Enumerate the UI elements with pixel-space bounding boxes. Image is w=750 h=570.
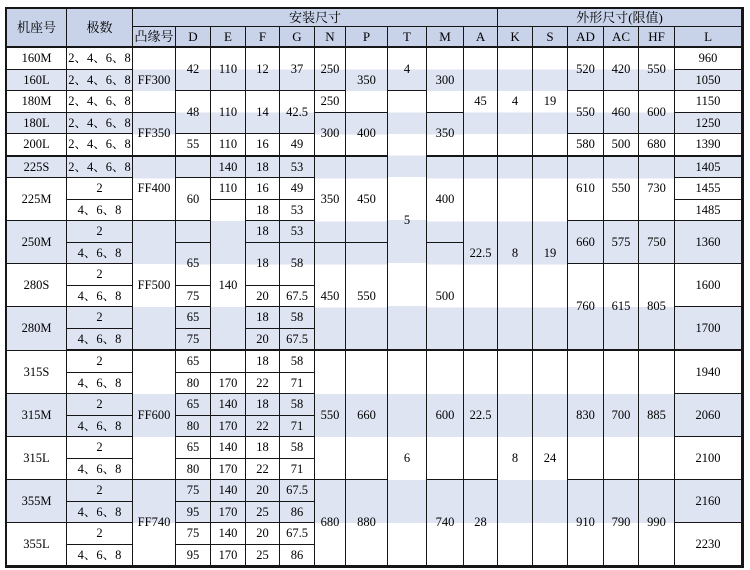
table-cell: 140 bbox=[211, 221, 246, 351]
table-cell: 250 bbox=[315, 48, 346, 91]
table-cell: 355M bbox=[7, 480, 67, 523]
table-cell: 750 bbox=[639, 221, 675, 264]
table-cell: 880 bbox=[346, 480, 388, 566]
table-cell: 65 bbox=[176, 437, 211, 459]
table-cell: 110 bbox=[211, 178, 246, 200]
table-cell: 2 bbox=[67, 523, 133, 545]
table-cell: 730 bbox=[639, 157, 675, 222]
table-cell: 58 bbox=[280, 437, 315, 459]
table-cell: 315S bbox=[7, 351, 67, 394]
column-header: K bbox=[498, 27, 533, 48]
table-cell: 49 bbox=[280, 134, 315, 157]
table-cell: 1485 bbox=[675, 200, 742, 222]
table-cell: 460 bbox=[604, 91, 639, 134]
table-cell: 1700 bbox=[675, 307, 742, 351]
table-cell: FF400 bbox=[133, 157, 176, 222]
table-cell: 2 bbox=[67, 394, 133, 416]
table-cell: 53 bbox=[280, 200, 315, 222]
column-header: N bbox=[315, 27, 346, 48]
table-cell: 615 bbox=[604, 264, 639, 351]
table-cell: 71 bbox=[280, 373, 315, 395]
table-cell: 48 bbox=[176, 91, 211, 134]
table-cell: 58 bbox=[280, 351, 315, 373]
table-cell: 250M bbox=[7, 221, 67, 264]
table-cell: 2160 bbox=[675, 480, 742, 523]
table-cell: 65 bbox=[176, 243, 211, 286]
table-cell: 20 bbox=[246, 480, 280, 502]
table-cell: 86 bbox=[280, 545, 315, 567]
table-cell: 75 bbox=[176, 480, 211, 502]
table-cell: 22.5 bbox=[464, 351, 498, 480]
table-cell: 67.5 bbox=[280, 523, 315, 545]
table-cell: 830 bbox=[568, 351, 604, 480]
table-cell: 575 bbox=[604, 221, 639, 264]
table-cell: 1150 bbox=[675, 91, 742, 113]
table-cell: 550 bbox=[604, 157, 639, 222]
table-cell: 450 bbox=[315, 243, 346, 352]
table-cell: FF300 bbox=[133, 48, 176, 113]
table-cell: 53 bbox=[280, 221, 315, 243]
table-cell: 225S bbox=[7, 157, 67, 179]
table-cell: 2、4、6、8 bbox=[67, 113, 133, 135]
table-cell: 550 bbox=[346, 243, 388, 352]
table-cell: 95 bbox=[176, 545, 211, 567]
table-cell: 300 bbox=[315, 113, 346, 157]
table-cell: 49 bbox=[280, 178, 315, 200]
table-cell: 75 bbox=[176, 286, 211, 308]
table-cell: 2230 bbox=[675, 523, 742, 566]
section-header: 极数 bbox=[67, 9, 133, 48]
table-cell: 65 bbox=[176, 307, 211, 329]
table-cell bbox=[211, 351, 246, 373]
table-cell: 170 bbox=[211, 416, 246, 438]
column-header: D bbox=[176, 27, 211, 48]
section-header: 机座号 bbox=[7, 9, 67, 48]
table-cell: 71 bbox=[280, 459, 315, 481]
table-cell: 280M bbox=[7, 307, 67, 351]
table-cell: FF600 bbox=[133, 351, 176, 480]
table-cell: 170 bbox=[211, 545, 246, 567]
table-cell: 42 bbox=[176, 48, 211, 91]
table-cell: 18 bbox=[246, 221, 280, 243]
table-cell: 5 bbox=[388, 91, 427, 351]
table-cell: 80 bbox=[176, 373, 211, 395]
table-cell: 95 bbox=[176, 502, 211, 524]
table-cell: 4、6、8 bbox=[67, 545, 133, 567]
table-cell: 2 bbox=[67, 480, 133, 502]
table-cell: 8 bbox=[498, 157, 533, 352]
table-cell: 25 bbox=[246, 502, 280, 524]
table-cell: 80 bbox=[176, 416, 211, 438]
table-cell: 2、4、6、8 bbox=[67, 157, 133, 179]
table-cell: 140 bbox=[211, 437, 246, 459]
table-cell: 740 bbox=[427, 480, 464, 566]
table-cell: 450 bbox=[346, 157, 388, 243]
table-cell: 600 bbox=[427, 351, 464, 480]
table-cell: 18 bbox=[246, 394, 280, 416]
table-cell: 610 bbox=[568, 157, 604, 222]
table-cell bbox=[211, 200, 246, 222]
table-cell: 4、6、8 bbox=[67, 459, 133, 481]
table-cell: 58 bbox=[280, 394, 315, 416]
table-cell: 8 bbox=[498, 351, 533, 566]
table-cell: 65 bbox=[176, 351, 211, 373]
table-cell: 170 bbox=[211, 502, 246, 524]
table-cell: 910 bbox=[568, 480, 604, 566]
table-cell: 2 bbox=[67, 437, 133, 459]
table-cell: 1405 bbox=[675, 157, 742, 179]
table-cell: 400 bbox=[346, 113, 388, 157]
table-cell: FF740 bbox=[133, 480, 176, 566]
table-cell: 16 bbox=[246, 178, 280, 200]
table-cell: 1250 bbox=[675, 113, 742, 135]
table-cell: 65 bbox=[176, 394, 211, 416]
table-cell: 550 bbox=[639, 48, 675, 91]
table-cell: 580 bbox=[568, 134, 604, 157]
table-cell: 680 bbox=[315, 480, 346, 566]
table-cell: 500 bbox=[427, 243, 464, 352]
table-cell: 19 bbox=[533, 48, 568, 157]
table-cell: 660 bbox=[346, 351, 388, 480]
table-cell: 14 bbox=[246, 91, 280, 134]
table-cell: 6 bbox=[388, 351, 427, 566]
table-cell: 805 bbox=[639, 264, 675, 351]
table-cell: 20 bbox=[246, 523, 280, 545]
table-cell: 350 bbox=[427, 113, 464, 157]
column-header: 凸缘号 bbox=[133, 27, 176, 48]
column-header: M bbox=[427, 27, 464, 48]
table-cell: 2100 bbox=[675, 437, 742, 480]
table-cell: 1940 bbox=[675, 351, 742, 394]
table-cell: 400 bbox=[427, 157, 464, 243]
table-cell: 67.5 bbox=[280, 286, 315, 308]
table-cell bbox=[176, 157, 211, 179]
table-cell: 170 bbox=[211, 373, 246, 395]
table-cell: 520 bbox=[568, 48, 604, 91]
table-cell: 75 bbox=[176, 523, 211, 545]
table-cell: 1360 bbox=[675, 221, 742, 264]
table-cell: 42.5 bbox=[280, 91, 315, 134]
table-cell: 2、4、6、8 bbox=[67, 134, 133, 157]
column-header: L bbox=[675, 27, 742, 48]
table-cell: 225M bbox=[7, 178, 67, 221]
table-cell: 18 bbox=[246, 351, 280, 373]
table-cell: 4、6、8 bbox=[67, 200, 133, 222]
table-cell: 170 bbox=[211, 459, 246, 481]
table-cell: 550 bbox=[568, 91, 604, 134]
column-header: AC bbox=[604, 27, 639, 48]
table-cell: 37 bbox=[280, 48, 315, 91]
table-cell: 500 bbox=[604, 134, 639, 157]
column-header: S bbox=[533, 27, 568, 48]
column-header: G bbox=[280, 27, 315, 48]
table-cell: 200L bbox=[7, 134, 67, 157]
table-cell: 71 bbox=[280, 416, 315, 438]
column-header: P bbox=[346, 27, 388, 48]
table-cell: 4 bbox=[498, 48, 533, 157]
table-cell: 55 bbox=[176, 134, 211, 157]
table-cell: 160L bbox=[7, 70, 67, 92]
table-cell: 18 bbox=[246, 157, 280, 179]
table-cell: 80 bbox=[176, 459, 211, 481]
table-cell: 20 bbox=[246, 286, 280, 308]
table-cell: 2 bbox=[67, 221, 133, 243]
table-cell: 4、6、8 bbox=[67, 329, 133, 352]
table-cell: 25 bbox=[246, 545, 280, 567]
table-cell: FF350 bbox=[133, 113, 176, 157]
table-cell: 300 bbox=[427, 48, 464, 113]
column-header: T bbox=[388, 27, 427, 48]
table-cell: 1455 bbox=[675, 178, 742, 200]
table-cell: 2 bbox=[67, 264, 133, 286]
table-cell: 140 bbox=[211, 394, 246, 416]
table-cell: 4、6、8 bbox=[67, 416, 133, 438]
table-cell: 885 bbox=[639, 351, 675, 480]
table-cell: 18 bbox=[246, 307, 280, 329]
table-cell: 86 bbox=[280, 502, 315, 524]
table-cell: 45 bbox=[464, 48, 498, 157]
table-cell: 19 bbox=[533, 157, 568, 352]
table-cell: 67.5 bbox=[280, 329, 315, 352]
table-cell: 960 bbox=[675, 48, 742, 70]
table-cell: 12 bbox=[246, 48, 280, 91]
table-cell: 28 bbox=[464, 480, 498, 566]
table-cell: 4、6、8 bbox=[67, 502, 133, 524]
table-cell: 680 bbox=[639, 134, 675, 157]
table-cell: 4、6、8 bbox=[67, 373, 133, 395]
table-cell: 180M bbox=[7, 91, 67, 113]
table-cell: 58 bbox=[280, 307, 315, 329]
table-cell: 18 bbox=[246, 437, 280, 459]
table-cell: 53 bbox=[280, 157, 315, 179]
table-cell: 18 bbox=[246, 200, 280, 222]
table-cell: 355L bbox=[7, 523, 67, 566]
table-cell: 550 bbox=[315, 351, 346, 480]
table-cell: 1390 bbox=[675, 134, 742, 157]
table-cell: 1600 bbox=[675, 264, 742, 307]
column-header: HF bbox=[639, 27, 675, 48]
table-cell: 140 bbox=[211, 523, 246, 545]
table-cell bbox=[176, 221, 211, 243]
section-header: 安装尺寸 bbox=[133, 9, 498, 27]
table-cell: 4 bbox=[388, 48, 427, 91]
table-cell: 315L bbox=[7, 437, 67, 480]
table-cell: 1050 bbox=[675, 70, 742, 92]
table-cell: 2 bbox=[67, 307, 133, 329]
table-body bbox=[7, 48, 742, 566]
table-cell: 24 bbox=[533, 351, 568, 566]
table-cell: 2、4、6、8 bbox=[67, 70, 133, 92]
table-cell: 140 bbox=[211, 157, 246, 179]
column-header: F bbox=[246, 27, 280, 48]
table-cell: 16 bbox=[246, 134, 280, 157]
table-cell: 22 bbox=[246, 459, 280, 481]
table-cell: 315M bbox=[7, 394, 67, 437]
table-cell: 58 bbox=[280, 243, 315, 286]
column-header: E bbox=[211, 27, 246, 48]
motor-dimensions-table bbox=[5, 7, 744, 568]
table-cell: 180L bbox=[7, 113, 67, 135]
table-cell: 22 bbox=[246, 416, 280, 438]
section-header: 外形尺寸(限值) bbox=[498, 9, 742, 27]
table-cell: 660 bbox=[568, 221, 604, 264]
table-cell: 280S bbox=[7, 264, 67, 307]
table-cell: 75 bbox=[176, 329, 211, 352]
table-cell: 4、6、8 bbox=[67, 286, 133, 308]
table-cell: 4、6、8 bbox=[67, 243, 133, 265]
table-cell: 420 bbox=[604, 48, 639, 91]
table-cell: 350 bbox=[346, 48, 388, 113]
table-cell: 350 bbox=[315, 157, 346, 243]
table-cell: 22.5 bbox=[464, 157, 498, 352]
column-header: A bbox=[464, 27, 498, 48]
table-cell: 110 bbox=[211, 48, 246, 91]
table-cell: 22 bbox=[246, 373, 280, 395]
table-cell: 18 bbox=[246, 243, 280, 286]
table-cell: 20 bbox=[246, 329, 280, 352]
table-cell: 2 bbox=[67, 351, 133, 373]
table-cell: 110 bbox=[211, 91, 246, 134]
table-cell: 60 bbox=[176, 178, 211, 221]
table-cell: 2 bbox=[67, 178, 133, 200]
table-cell: 990 bbox=[639, 480, 675, 566]
table-cell: 67.5 bbox=[280, 480, 315, 502]
table-cell: 760 bbox=[568, 264, 604, 351]
table-cell: 790 bbox=[604, 480, 639, 566]
table-cell: 2060 bbox=[675, 394, 742, 437]
table-cell: 2、4、6、8 bbox=[67, 48, 133, 70]
table-cell: FF500 bbox=[133, 221, 176, 351]
table-cell: 140 bbox=[211, 480, 246, 502]
table-cell: 160M bbox=[7, 48, 67, 70]
table-cell: 600 bbox=[639, 91, 675, 134]
table-header bbox=[7, 9, 742, 48]
table-cell: 250 bbox=[315, 91, 346, 113]
table-cell: 700 bbox=[604, 351, 639, 480]
table-cell: 110 bbox=[211, 134, 246, 157]
table-cell: 2、4、6、8 bbox=[67, 91, 133, 113]
column-header: AD bbox=[568, 27, 604, 48]
